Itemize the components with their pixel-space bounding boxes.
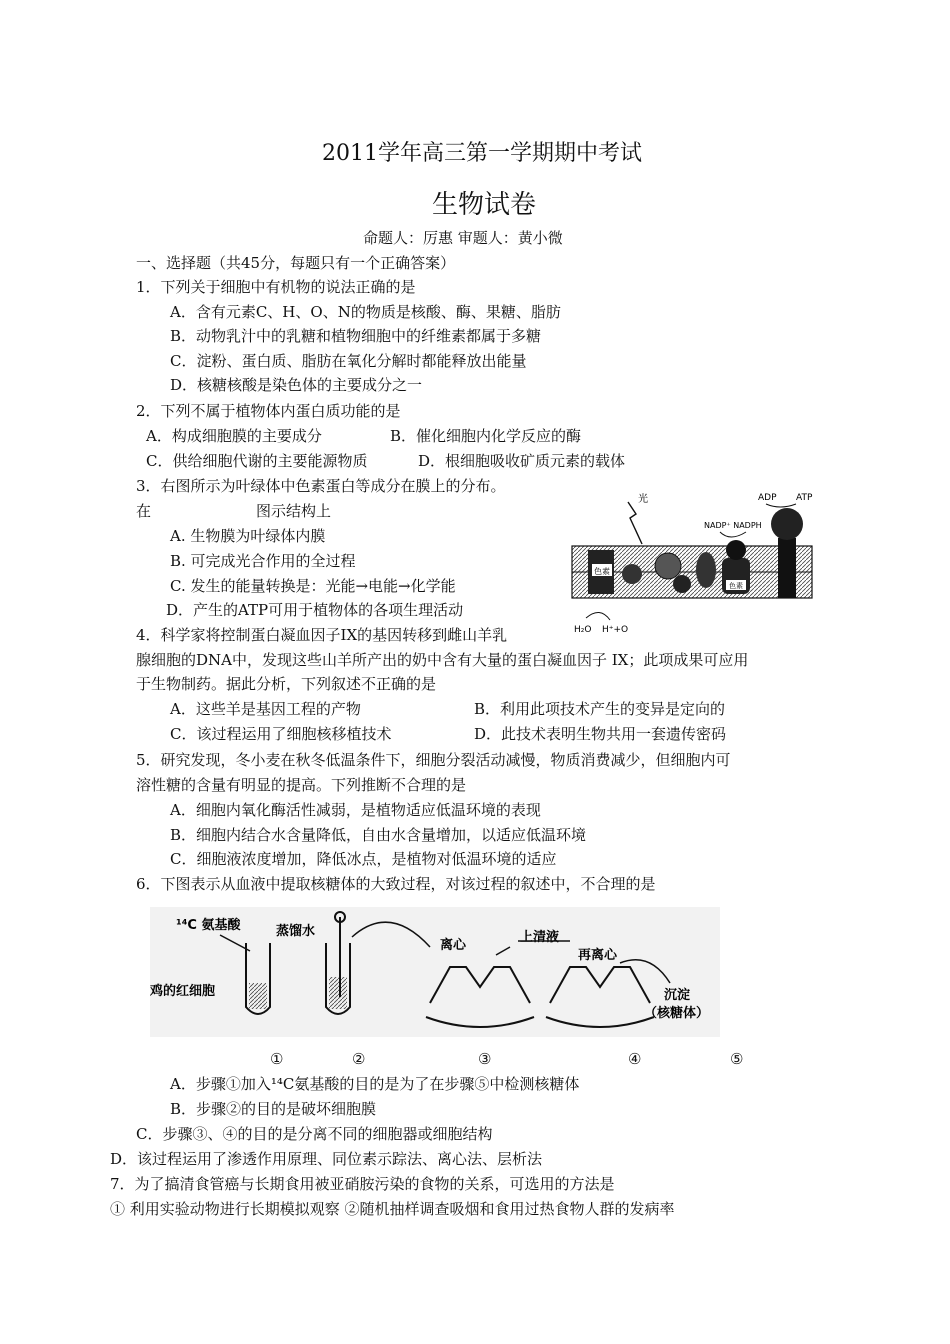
step-4-marker: ④	[628, 1050, 642, 1068]
thylakoid-membrane-diagram	[570, 488, 820, 638]
h-plus-o-label: H⁺+O	[602, 625, 629, 635]
q4-option-c: C．该过程运用了细胞核移植技术	[170, 725, 392, 743]
q5-stem-line2: 溶性糖的含量有明显的提高。下列推断不合理的是	[136, 776, 467, 794]
pigment-label-2: 色素	[729, 582, 743, 590]
q3-stem-prefix: 在	[136, 502, 152, 520]
section-heading: 一、选择题（共45分，每题只有一个正确答案）	[136, 254, 456, 272]
subject-title: 生物试卷	[432, 190, 537, 220]
q4-stem-line3: 于生物制药。据此分析，下列叙述不正确的是	[136, 675, 437, 693]
q5-option-b: B．细胞内结合水含量降低，自由水含量增加，以适应低温环境	[170, 826, 587, 844]
exam-title: 2011学年高三第一学期期中考试	[322, 141, 642, 166]
q3-option-a: A. 生物膜为叶绿体内膜	[170, 527, 326, 545]
q3-stem-suffix: 图示结构上	[256, 502, 332, 520]
adp-label: ADP	[758, 493, 777, 503]
q5-option-a: A．细胞内氧化酶活性减弱，是植物适应低温环境的表现	[170, 801, 541, 819]
q2-option-c: C．供给细胞代谢的主要能源物质	[146, 452, 368, 470]
q2-stem: 2．下列不属于植物体内蛋白质功能的是	[136, 402, 401, 420]
q4-option-d: D．此技术表明生物共用一套遗传密码	[474, 725, 727, 743]
q1-option-a: A．含有元素C、H、O、N的物质是核酸、酶、果糖、脂肪	[170, 303, 561, 321]
q7-stem: 7．为了搞清食管癌与长期食用被亚硝胺污染的食物的关系，可选用的方法是	[110, 1175, 615, 1193]
q2-option-d: D．根细胞吸收矿质元素的载体	[418, 452, 626, 470]
q4-stem-line2: 腺细胞的DNA中，发现这些山羊所产出的奶中含有大量的蛋白凝血因子 IX；此项成果可应用	[136, 651, 749, 669]
step-2-marker: ②	[352, 1050, 366, 1068]
sediment-label: 沉淀	[664, 988, 691, 1003]
q4-option-b: B．利用此项技术产生的变异是定向的	[474, 700, 726, 718]
q6-option-a: A．步骤①加入¹⁴C氨基酸的目的是为了在步骤⑤中检测核糖体	[170, 1075, 580, 1093]
pigment-label-1: 色素	[594, 567, 610, 576]
q1-option-c: C．淀粉、蛋白质、脂肪在氧化分解时都能释放出能量	[170, 352, 527, 370]
q2-option-a: A．构成细胞膜的主要成分	[146, 427, 322, 445]
step-5-marker: ⑤	[730, 1050, 744, 1068]
h2o-label: H₂O	[574, 625, 592, 635]
q1-stem: 1．下列关于细胞中有机物的说法正确的是	[136, 278, 416, 296]
q3-stem: 3．右图所示为叶绿体中色素蛋白等成分在膜上的分布。	[136, 477, 506, 495]
authors-line: 命题人：厉惠 审题人：黄小微	[363, 229, 563, 247]
supernatant-label: 上清液	[520, 930, 560, 945]
q2-option-b: B．催化细胞内化学反应的酶	[390, 427, 582, 445]
q1-option-b: B．动物乳汁中的乳糖和植物细胞中的纤维素都属于多糖	[170, 327, 542, 345]
q6-stem: 6．下图表示从血液中提取核糖体的大致过程，对该过程的叙述中，不合理的是	[136, 875, 656, 893]
q3-option-b: B. 可完成光合作用的全过程	[170, 552, 356, 570]
step-3-marker: ③	[478, 1050, 492, 1068]
q7-options: ① 利用实验动物进行长期模拟观察 ②随机抽样调查吸烟和食用过热食物人群的发病率	[110, 1200, 675, 1218]
q1-option-d: D．核糖核酸是染色体的主要成分之一	[170, 376, 423, 394]
ribosome-label: （核糖体）	[644, 1006, 710, 1021]
step-1-marker: ①	[270, 1050, 284, 1068]
red-cell-label: 鸡的红细胞	[150, 984, 216, 999]
q3-option-c: C. 发生的能量转换是：光能→电能→化学能	[170, 577, 456, 595]
q6-option-b: B．步骤②的目的是破坏细胞膜	[170, 1100, 377, 1118]
q5-stem-line1: 5．研究发现，冬小麦在秋冬低温条件下，细胞分裂活动减慢，物质消费减少，但细胞内可	[136, 751, 731, 769]
q5-option-c: C．细胞液浓度增加，降低冰点，是植物对低温环境的适应	[170, 850, 557, 868]
nadp-label: NADP⁺ NADPH	[704, 521, 762, 530]
q3-option-d: D．产生的ATP可用于植物体的各项生理活动	[166, 601, 464, 619]
recentrifuge-label: 再离心	[578, 948, 618, 963]
ribosome-extraction-diagram	[150, 907, 720, 1037]
q4-option-a: A．这些羊是基因工程的产物	[170, 700, 361, 718]
centrifuge-label: 离心	[440, 938, 467, 953]
light-label: 光	[638, 494, 648, 505]
q4-stem-line1: 4．科学家将控制蛋白凝血因子IX的基因转移到雌山羊乳	[136, 626, 508, 644]
atp-label: ATP	[796, 493, 813, 503]
amino-acid-label: ¹⁴C 氨基酸	[176, 918, 241, 933]
atp-synthase	[778, 538, 796, 598]
distilled-water-label: 蒸馏水	[276, 924, 316, 939]
q6-option-c: C．步骤③、④的目的是分离不同的细胞器或细胞结构	[136, 1125, 493, 1143]
q6-option-d: D．该过程运用了渗透作用原理、同位素示踪法、离心法、层析法	[110, 1150, 543, 1168]
